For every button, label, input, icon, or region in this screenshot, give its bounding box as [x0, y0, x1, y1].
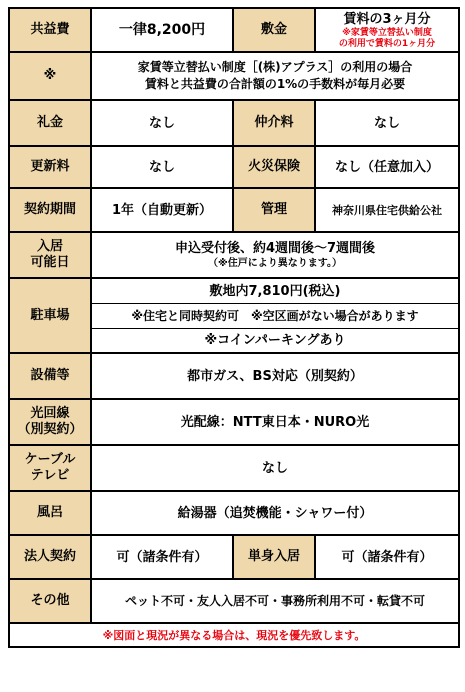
value-parking: [91, 278, 459, 353]
label-kanri: 管理: [233, 188, 315, 232]
label-kyoeki: 共益費: [9, 8, 91, 52]
value-setsubi: 都市ガス、BS対応（別契約）: [91, 353, 459, 399]
row-nyukyo: [9, 232, 459, 278]
label-note: ※: [9, 52, 91, 100]
row-koshin-kasai: [9, 146, 459, 188]
label-setsubi: 設備等: [9, 353, 91, 399]
shikikin-main: 賃料の3ヶ月分: [343, 11, 431, 27]
value-kasai: なし（任意加入）: [315, 146, 459, 188]
nyukyo-label-2: 可能日: [30, 255, 70, 270]
value-nyukyo: [91, 232, 459, 278]
value-kyoeki: 一律8,200円: [91, 8, 233, 52]
shikikin-note-1: ※家賃等立替払い制度: [342, 27, 432, 38]
row-hojin-tanshin: [9, 535, 459, 579]
row-note: [9, 52, 459, 100]
shikikin-note-2: の利用で賃料の1ヶ月分: [338, 38, 436, 49]
hikari-label-1: 光回線: [30, 406, 70, 421]
value-shikikin: [315, 8, 459, 52]
hikari-label-2: （別契約）: [17, 422, 83, 437]
label-nyukyo: [9, 232, 91, 278]
label-sonota: その他: [9, 579, 91, 623]
value-note: [91, 52, 459, 100]
nyukyo-main: 申込受付後、約4週間後～7週間後: [174, 241, 376, 256]
value-reikin: なし: [91, 100, 233, 146]
cable-label-1: ケーブル: [24, 452, 76, 467]
label-hojin: 法人契約: [9, 535, 91, 579]
property-info-sheet: [8, 7, 458, 648]
label-keiyaku: 契約期間: [9, 188, 91, 232]
value-kanri: 神奈川県住宅供給公社: [315, 188, 459, 232]
label-parking: 駐車場: [9, 278, 91, 353]
label-furo: 風呂: [9, 491, 91, 535]
value-cable: なし: [91, 445, 459, 491]
row-hikari: [9, 399, 459, 445]
footer-note: ※図面と現況が異なる場合は、現況を優先致します。: [9, 623, 459, 647]
note-line-2: 賃料と共益費の合計額の1%の手数料が毎月必要: [144, 77, 406, 91]
cable-label-2: テレビ: [30, 468, 70, 483]
row-footer-note: [9, 623, 459, 647]
parking-line-3: ※コインパーキングあり: [92, 328, 458, 352]
row-keiyaku-kanri: [9, 188, 459, 232]
label-kasai: 火災保険: [233, 146, 315, 188]
property-info-table: [8, 7, 460, 648]
value-koshin: なし: [91, 146, 233, 188]
value-chukai: なし: [315, 100, 459, 146]
label-reikin: 礼金: [9, 100, 91, 146]
label-hikari: [9, 399, 91, 445]
value-keiyaku: 1年（自動更新）: [91, 188, 233, 232]
label-shikikin: 敷金: [233, 8, 315, 52]
row-furo: [9, 491, 459, 535]
label-chukai: 仲介料: [233, 100, 315, 146]
label-koshin: 更新料: [9, 146, 91, 188]
row-sonota: [9, 579, 459, 623]
row-setsubi: [9, 353, 459, 399]
row-parking: [9, 278, 459, 353]
value-furo: 給湯器（追焚機能・シャワー付）: [91, 491, 459, 535]
value-hikari: 光配線：NTT東日本・NURO光: [91, 399, 459, 445]
note-line-1: 家賃等立替払い制度［(株)アプラス］の利用の場合: [137, 60, 413, 74]
parking-line-2: ※住宅と同時契約可 ※空区画がない場合があります: [92, 303, 458, 328]
label-cable: [9, 445, 91, 491]
row-cable: [9, 445, 459, 491]
label-tanshin: 単身入居: [233, 535, 315, 579]
nyukyo-label-1: 入居: [36, 239, 63, 254]
nyukyo-sub: （※住戸により異なります。）: [208, 258, 342, 269]
parking-line-1: 敷地内7,810円(税込): [209, 283, 341, 299]
value-tanshin: 可（諸条件有）: [315, 535, 459, 579]
value-sonota: ペット不可・友人入居不可・事務所利用不可・転貸不可: [91, 579, 459, 623]
row-reikin-chukai: [9, 100, 459, 146]
value-hojin: 可（諸条件有）: [91, 535, 233, 579]
row-kyoeki-shikikin: [9, 8, 459, 52]
